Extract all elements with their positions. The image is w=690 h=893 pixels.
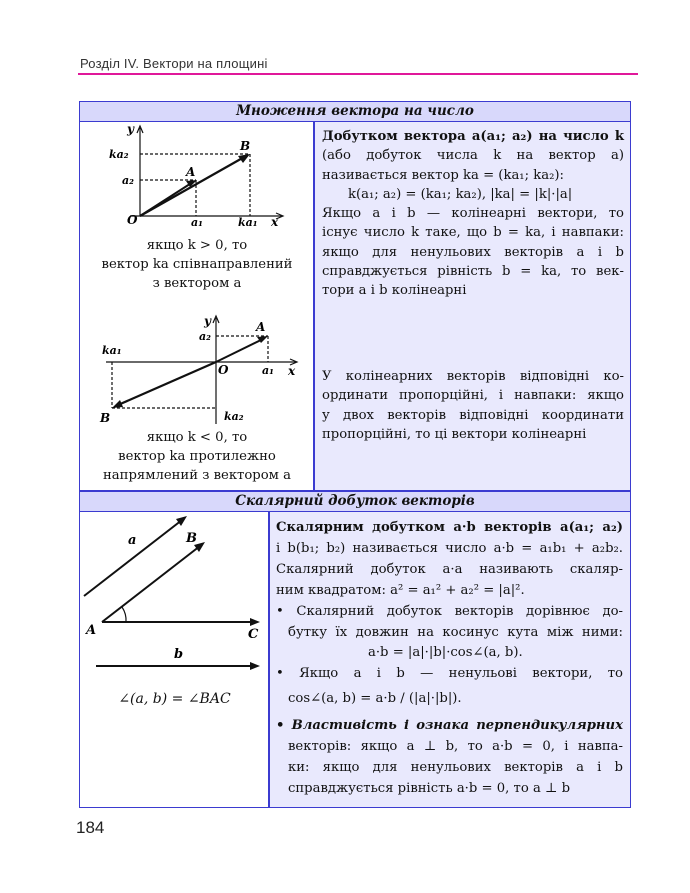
diagram1-label-a1: a₁: [191, 216, 203, 228]
page-number: 184: [76, 818, 105, 837]
dot-line11: векторів: якщо a ⊥ b, то a·b = 0, і навпа-: [288, 739, 623, 755]
definition-line1: Добутком вектора a(a₁; a₂) на число k: [322, 129, 624, 144]
caption2-line1: якщо k < 0, то: [146, 430, 248, 445]
collinear-line2: ординати пропорційні, і навпаки: якщо: [322, 388, 624, 404]
dot-line8: • Якщо a і b — ненульові вектори, то: [276, 666, 623, 682]
dot-line6: бутку їх довжин на косинус кута між ними:: [288, 624, 623, 640]
definition-line8: справджується рівність b = ka, то век-: [322, 264, 624, 280]
diagram1-label-ka2: ka₂: [109, 148, 129, 161]
chapter-title: Розділ IV. Вектори на площині: [80, 56, 268, 71]
diagram1-label-a2: a₂: [122, 174, 134, 187]
diagram-positive-k: [100, 118, 300, 228]
diagram2-label-y: y: [204, 314, 211, 328]
diagram2-point-b: B: [100, 411, 111, 425]
dot-diagram-label-b: b: [174, 647, 184, 662]
caption2-line2: вектор ka протилежно: [118, 449, 276, 464]
dot-line5: • Скалярний добуток векторів дорівнює до-: [276, 603, 623, 619]
dot-line9: cos∠(a, b) = a·b / (|a|·|b|).: [288, 691, 462, 707]
diagram1-label-x: x: [271, 215, 279, 228]
diagram1-label-origin: O: [127, 213, 138, 227]
diagram2-label-x: x: [288, 364, 296, 378]
diagram2-label-a2: a₂: [199, 330, 211, 343]
dot-product-text: [276, 518, 623, 800]
dot-line7: a·b = |a|·|b|·cos∠(a, b).: [368, 645, 523, 661]
dot-diagram-point-b: B: [186, 531, 197, 546]
diagram-dot-product: [82, 510, 267, 710]
caption-positive-k: [82, 236, 312, 293]
definition-line9: тори a і b колінеарні: [322, 283, 467, 299]
diagram2-label-origin: O: [218, 363, 229, 377]
dot-line12: ки: якщо для ненульових векторів a і b: [288, 759, 623, 775]
dot-line3: Скалярний добуток a·a називають скаляр-: [276, 561, 623, 577]
caption1-line3: з вектором a: [152, 276, 242, 291]
collinear-line4: пропорційні, то ці вектори колінеарні: [322, 426, 587, 442]
section1-title: Множення вектора на число: [80, 102, 630, 122]
definition-line7: якщо для ненульових векторів a і b: [322, 244, 624, 260]
diagram2-label-ka1: ka₁: [102, 344, 122, 357]
definition-text: [322, 127, 624, 301]
caption2-line3: напрямлений з вектором a: [103, 468, 291, 483]
dot-line13: справджується рівність a·b = 0, то a ⊥ b: [288, 780, 571, 796]
caption1-line1: якщо k > 0, то: [146, 238, 248, 253]
definition-line6: існує число k таке, що b = ka, і навпаки:: [322, 225, 624, 241]
diagram2-point-a: A: [256, 320, 266, 334]
dot-diagram-point-a: A: [86, 623, 97, 638]
dot-line2: і b(b₁; b₂) називається число a·b = a₁b₁ + a₂b₂.: [276, 540, 623, 556]
dot-line10: • Властивість і ознака перпендикулярних: [276, 718, 623, 734]
diagram1-point-b: B: [240, 139, 251, 153]
diagram2-label-a1: a₁: [262, 364, 274, 377]
collinear-line1: У колінеарних векторів відповідні ко-: [322, 369, 624, 384]
caption-negative-k: [82, 428, 312, 485]
definition-formula: k(a₁; a₂) = (ka₁; ka₂), |ka| = |k|·|a|: [348, 186, 573, 202]
diagram1-label-y: y: [127, 122, 134, 136]
dot-diagram-point-c: C: [248, 627, 259, 642]
section2-divider: [268, 512, 270, 807]
dot-line4: ним квадратом: a² = a₁² + a₂² = |a|².: [276, 582, 525, 598]
diagram1-point-a: A: [186, 165, 196, 179]
caption1-line2: вектор ka співнаправлений: [101, 257, 293, 272]
definition-line2: (або добуток числа k на вектор a): [322, 148, 624, 164]
section2-title: Скалярний добуток векторів: [80, 492, 630, 512]
diagram-negative-k: [98, 312, 308, 427]
collinear-line3: у двох векторів відповідні координати: [322, 407, 624, 423]
definition-line3: називається вектор ka = (ka₁; ka₂):: [322, 167, 564, 183]
dot-line1: Скалярним добутком a·b векторів a(a₁; a₂): [276, 520, 623, 535]
definition-line5: Якщо a і b — колінеарні вектори, то: [322, 206, 624, 222]
diagram2-label-ka2: ka₂: [224, 410, 244, 423]
diagram1-label-ka1: ka₁: [238, 216, 258, 228]
section1-divider: [313, 122, 315, 490]
dot-diagram-label-a: a: [128, 533, 137, 548]
angle-caption: ∠(a, b) = ∠BAC: [118, 691, 231, 707]
header-rule: [78, 73, 638, 75]
collinear-text: [322, 367, 624, 444]
